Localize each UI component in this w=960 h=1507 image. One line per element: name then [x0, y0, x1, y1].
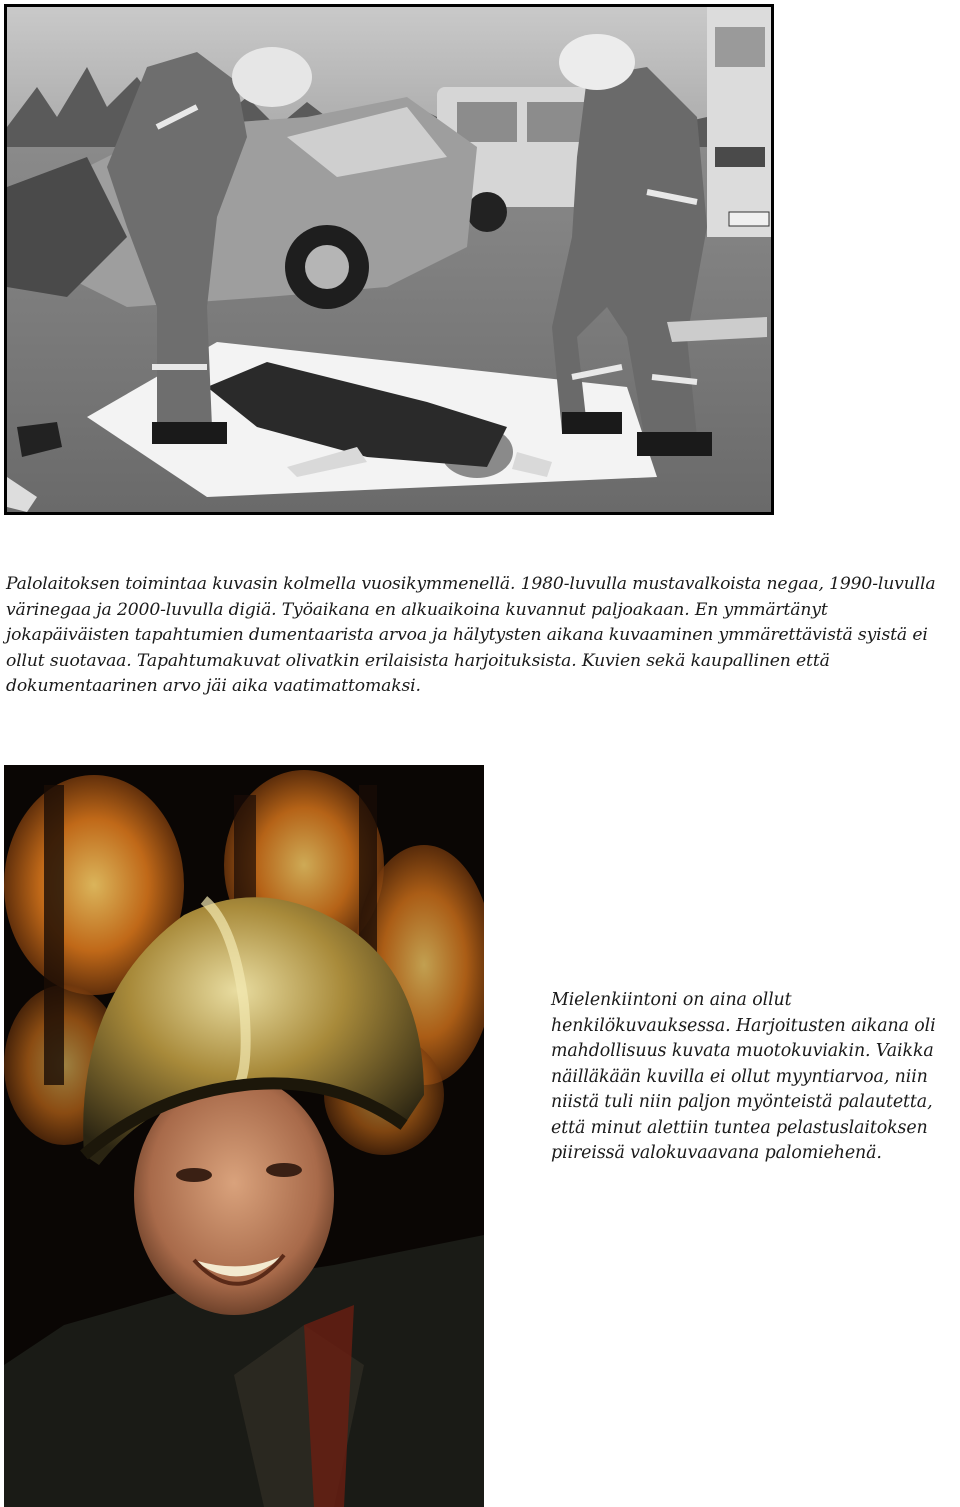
accident-rescue-illustration — [7, 7, 771, 512]
firefighter-portrait-photo — [4, 765, 484, 1507]
portrait-paragraph: Mielenkiintoni on aina ollut henkilökuvauksessa. Harjoitusten aikana oli mahdollisuus kuvata muotokuviakin. Vaikka näilläkään kuvilla ei ollut myyntiarvoa, niin niistä tuli niin paljon myönteistä palautetta, että minut alettiin tuntea pelastuslaitoksen piireissä valokuvaavana palomiehenä. — [551, 990, 936, 1163]
accident-rescue-photo — [4, 4, 774, 515]
firefighter-portrait-illustration — [4, 765, 484, 1507]
intro-paragraph: Palolaitoksen toimintaa kuvasin kolmella vuosikymmenellä. 1980-luvulla mustavalkoista negaa, 1990-luvulla värinegaa ja 2000-luvulla digiä. Työaikana en alkuaikoina kuvannut paljoakaan. En ymmärtänyt jokapäiväisten tapahtumien dumentaarista arvoa ja hälytysten aikana kuvaaminen ymmärettävistä syistä ei ollut suotavaa. Tapahtumakuvat olivatkin erilaisista harjoituksista. Kuvien sekä kaupallinen että dokumentaarinen arvo jäi aika vaatimattomaksi. — [6, 574, 936, 696]
